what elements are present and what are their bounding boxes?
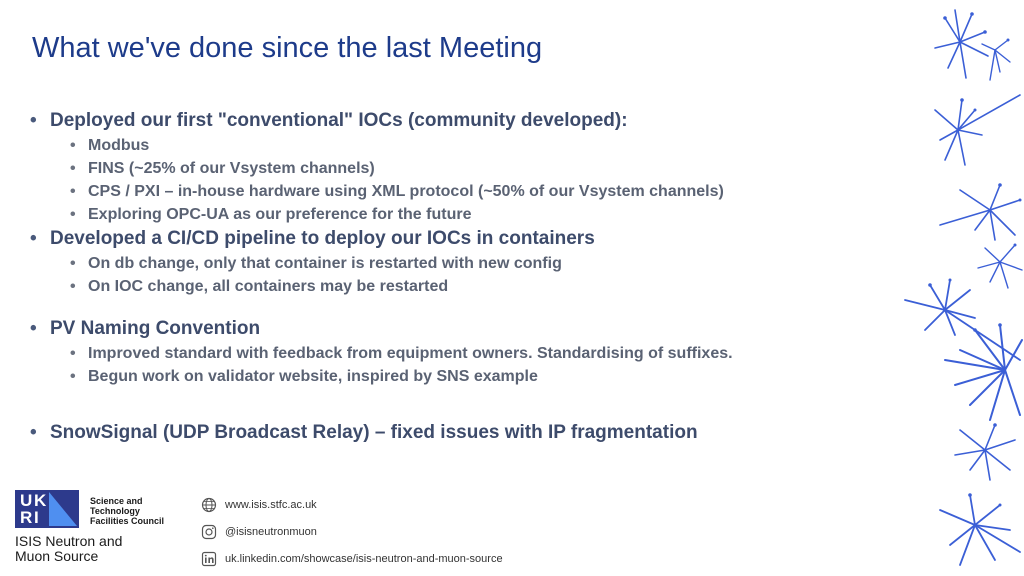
- sub-bullet-item: • Exploring OPC-UA as our preference for the future: [30, 203, 890, 226]
- council-line: Facilities Council: [90, 516, 165, 526]
- website-text: www.isis.stfc.ac.uk: [225, 498, 317, 511]
- sub-bullet-item: • Modbus: [30, 134, 890, 157]
- linkedin-text: uk.linkedin.com/showcase/isis-neutron-and-muon-source: [225, 552, 503, 565]
- council-line: Science and: [90, 496, 143, 506]
- burst-icon: [945, 325, 1022, 420]
- burst-icon: [978, 245, 1022, 288]
- isis-line: ISIS Neutron and: [15, 533, 123, 549]
- burst-dots: [928, 12, 1021, 506]
- sub-bullet-item: • Begun work on validator website, inspired by SNS example: [30, 365, 890, 388]
- sub-bullet-item: • CPS / PXI – in-house hardware using XML protocol (~50% of our Vsystem channels): [30, 180, 890, 203]
- sub-bullet-item: • On IOC change, all containers may be restarted: [30, 275, 890, 298]
- burst-icon: [982, 40, 1010, 80]
- bullet-item: • Deployed our first "conventional" IOCs (community developed):: [30, 108, 890, 134]
- isis-line: Muon Source: [15, 548, 99, 564]
- slide-title: What we've done since the last Meeting: [32, 32, 543, 64]
- sub-bullet-item: • On db change, only that container is restarted with new config: [30, 252, 890, 275]
- logo-letter: R: [20, 508, 33, 527]
- burst-icon: [940, 495, 1020, 565]
- logo-letter: K: [34, 491, 47, 510]
- burst-icon: [940, 185, 1020, 240]
- burst-icon: [955, 425, 1015, 480]
- bullet-item: • Developed a CI/CD pipeline to deploy our IOCs in containers: [30, 226, 890, 252]
- logo-letter: I: [34, 508, 39, 527]
- logo-letter: U: [20, 491, 33, 510]
- burst-icon: [935, 10, 988, 78]
- sub-bullet-item: • FINS (~25% of our Vsystem channels): [30, 157, 890, 180]
- burst-icon: [935, 95, 1020, 165]
- bullet-item: • PV Naming Convention: [30, 316, 890, 342]
- sub-bullet-item: • Improved standard with feedback from equipment owners. Standardising of suffixes.: [30, 342, 890, 365]
- social-text: @isisneutronmuon: [225, 525, 317, 538]
- council-line: Technology: [90, 506, 140, 516]
- bullet-item: • SnowSignal (UDP Broadcast Relay) – fixed issues with IP fragmentation: [30, 420, 890, 446]
- burst-group: [905, 10, 1022, 565]
